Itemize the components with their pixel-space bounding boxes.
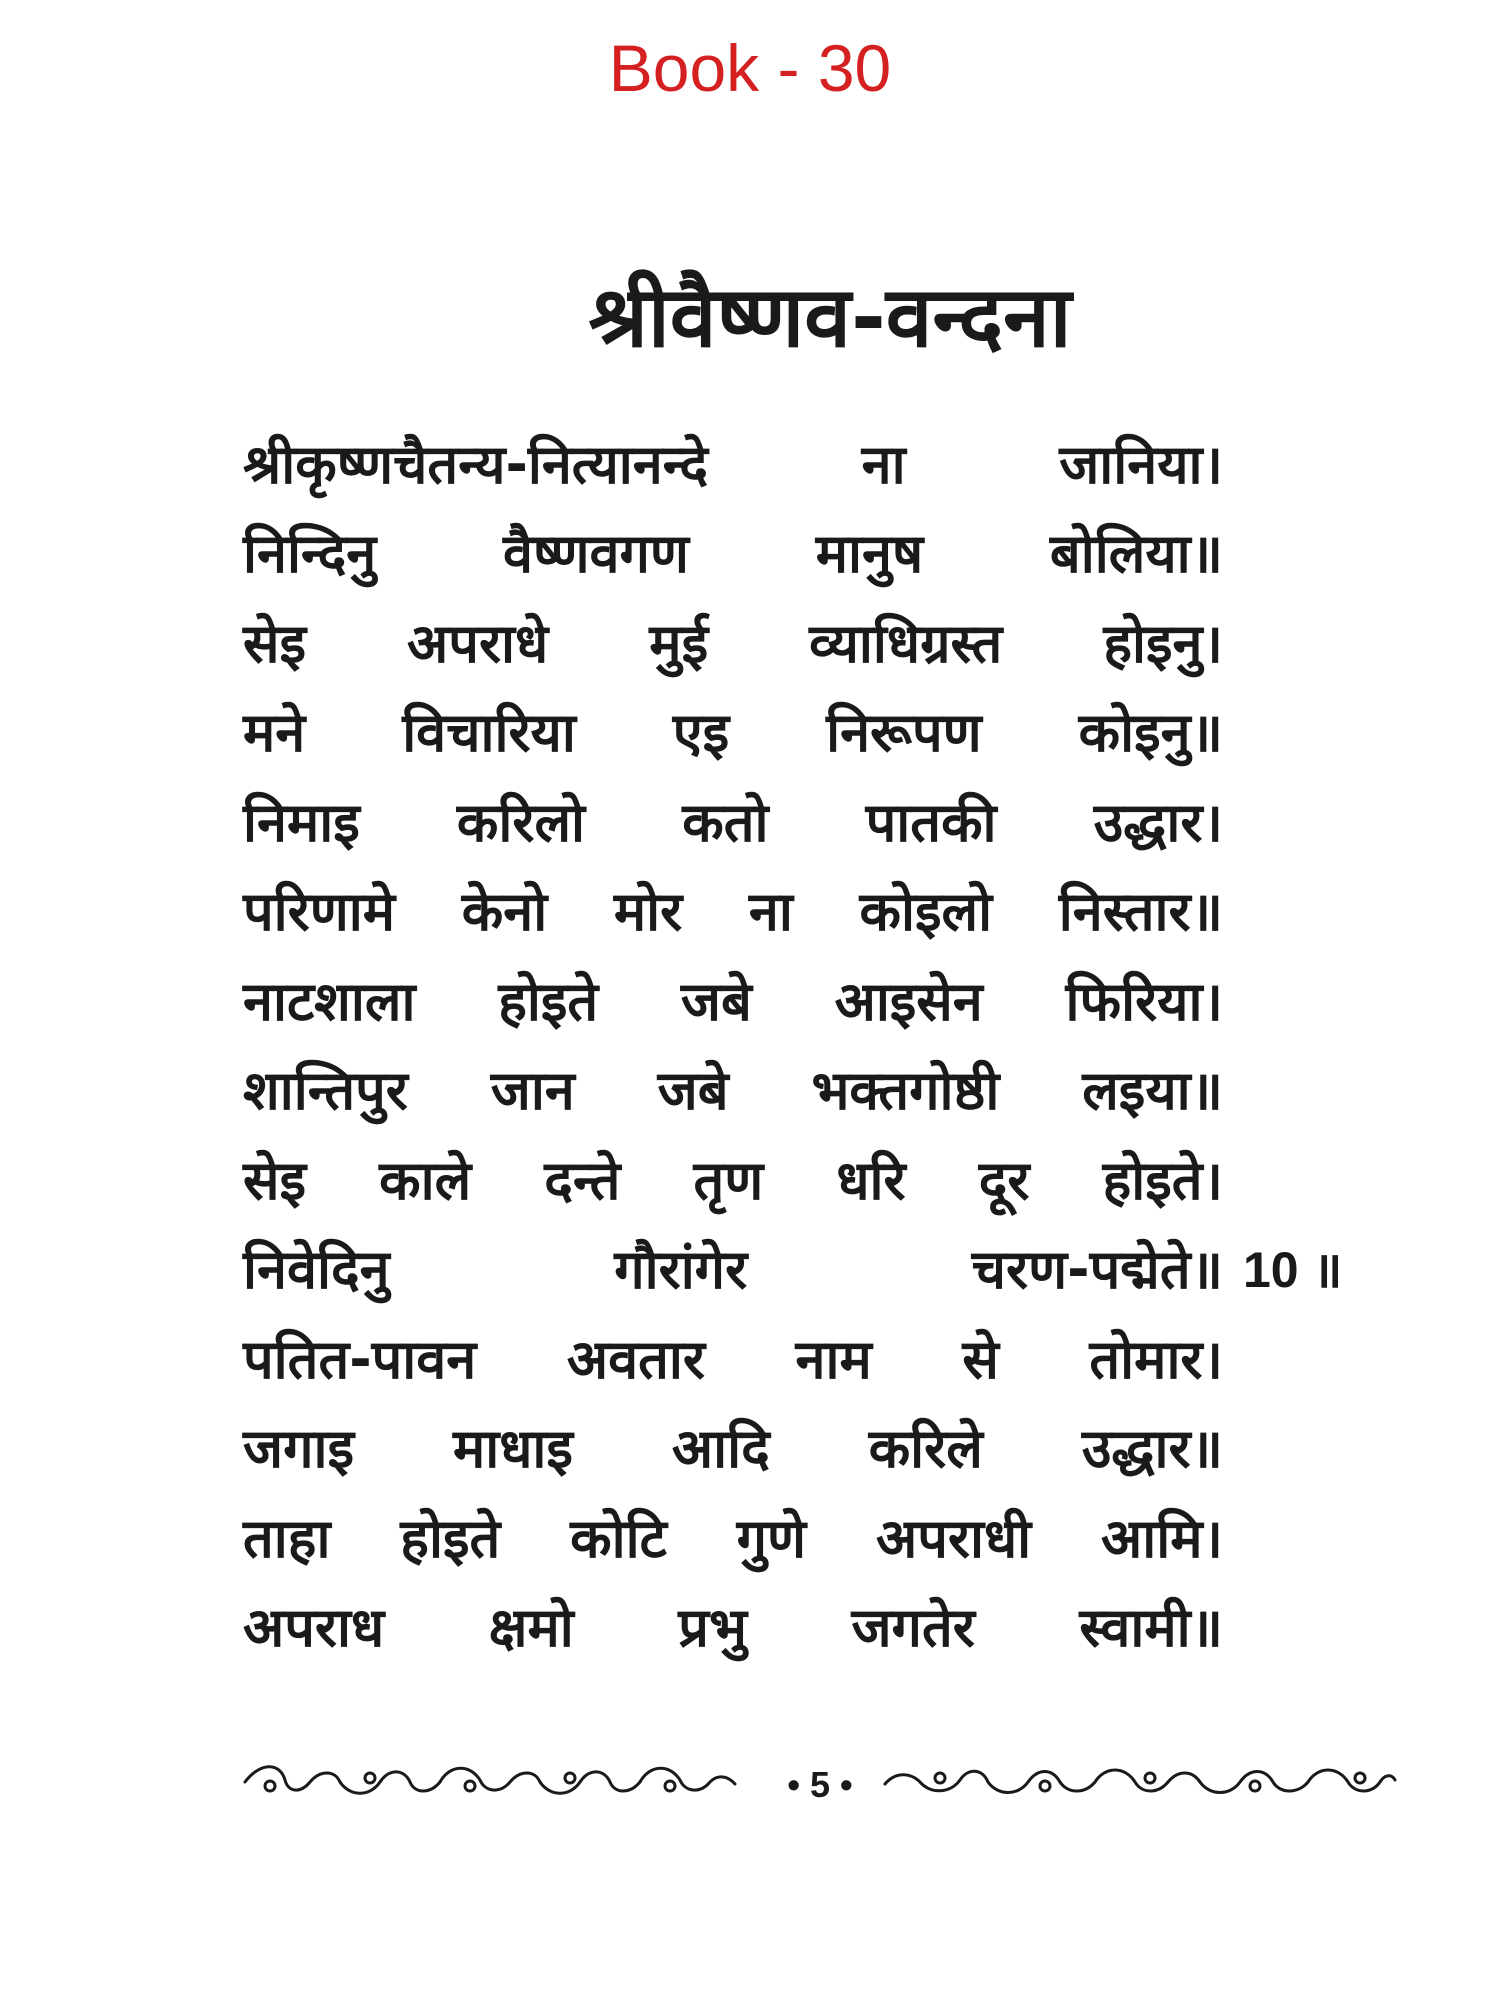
verse-word: से xyxy=(962,1327,999,1391)
verse-word: जबे xyxy=(680,969,752,1033)
verse-word: नाम xyxy=(795,1327,872,1391)
verse-word: श्रीकृष्णचैतन्य-नित्यानन्दे xyxy=(243,432,709,496)
verse-text xyxy=(243,1588,1223,1668)
verse-word: जानिया। xyxy=(1059,432,1223,496)
verse-word: जान xyxy=(490,1059,575,1123)
verse-word: निन्दिनु xyxy=(243,522,377,586)
verse-word: कतो xyxy=(682,790,769,854)
verse-word: दन्ते xyxy=(544,1148,621,1212)
verse-word: उद्धार॥ xyxy=(1081,1417,1223,1481)
verse-word: मानुष xyxy=(815,522,924,586)
verse-word: करिले xyxy=(868,1417,983,1481)
verse-line xyxy=(243,1047,1233,1137)
verse-word: ताहा xyxy=(243,1506,331,1570)
verse-word: जगतेर xyxy=(851,1596,975,1660)
page-title: श्रीवैष्णव-वन्दना xyxy=(588,268,1072,366)
verse-word: मुई xyxy=(649,611,709,675)
verse-word: चरण-पद्मेते॥ xyxy=(971,1238,1223,1302)
verse-word: जगाइ xyxy=(243,1417,354,1481)
verse-line xyxy=(243,420,1233,510)
verse-word: अपराधे xyxy=(407,611,549,675)
verse-text xyxy=(243,1320,1223,1400)
verse-word: अवतार xyxy=(566,1327,705,1391)
verse-line xyxy=(243,1226,1343,1316)
page-footer xyxy=(240,1752,1400,1822)
verse-word: कोइलो xyxy=(859,880,993,944)
verse-word: गौरांगेर xyxy=(614,1238,748,1302)
verse-word: सेइ xyxy=(243,1148,307,1212)
verse-text xyxy=(243,962,1223,1042)
verse-word: फिरिया। xyxy=(1065,969,1223,1033)
verse-line xyxy=(243,1315,1233,1405)
verse-word: ना xyxy=(748,880,793,944)
verse-line xyxy=(243,1584,1233,1674)
verse-word: परिणामे xyxy=(243,880,396,944)
verse-word: क्षमो xyxy=(488,1596,574,1660)
verse-word: काले xyxy=(379,1148,472,1212)
ornament-right xyxy=(880,1752,1400,1812)
verse-word: वैष्णवगण xyxy=(503,522,689,586)
verse-line xyxy=(243,510,1233,600)
verse-word: एइ xyxy=(672,701,730,765)
verse-word: होइते xyxy=(498,969,599,1033)
verse-word: निवेदिनु xyxy=(243,1238,390,1302)
verse-word: मने xyxy=(243,701,306,765)
verse-word: शान्तिपुर xyxy=(243,1059,408,1123)
verse-word: आमि। xyxy=(1101,1506,1223,1570)
verse-word: होइनु। xyxy=(1103,611,1223,675)
verse-word: तोमार। xyxy=(1089,1327,1223,1391)
verse-word: गुणे xyxy=(736,1506,807,1570)
verse-word: मोर xyxy=(613,880,683,944)
verse-word: सेइ xyxy=(243,611,307,675)
verse-line xyxy=(243,957,1233,1047)
verse-text xyxy=(243,1230,1223,1310)
verse-word: उद्धार। xyxy=(1093,790,1223,854)
verse-text xyxy=(243,1051,1223,1131)
verse-word: होइते xyxy=(400,1506,501,1570)
verse-text xyxy=(243,1409,1223,1489)
verse-line xyxy=(243,689,1233,779)
verse-line xyxy=(243,1136,1233,1226)
verse-word: विचारिया xyxy=(402,701,576,765)
verse-word: धरि xyxy=(836,1148,906,1212)
verse-word: प्रभु xyxy=(678,1596,747,1660)
verse-word: अपराध xyxy=(243,1596,385,1660)
verse-word: बोलिया॥ xyxy=(1049,522,1223,586)
verse-text xyxy=(243,872,1223,952)
verse-word: अपराधी xyxy=(875,1506,1032,1570)
verse-word: माधाइ xyxy=(452,1417,573,1481)
verse-word: लइया॥ xyxy=(1082,1059,1223,1123)
verse-word: जबे xyxy=(657,1059,729,1123)
verse-word: व्याधिग्रस्त xyxy=(809,611,1003,675)
verse-list xyxy=(243,420,1343,1673)
verse-word: निमाइ xyxy=(243,790,360,854)
verse-word: भक्तगोष्ठी xyxy=(811,1059,1000,1123)
verse-text xyxy=(243,604,1223,684)
verse-line xyxy=(243,1405,1233,1495)
verse-word: आदि xyxy=(671,1417,770,1481)
verse-text xyxy=(243,783,1223,863)
verse-word: केनो xyxy=(461,880,548,944)
verse-text xyxy=(243,693,1223,773)
verse-word: स्वामी॥ xyxy=(1079,1596,1223,1660)
verse-line xyxy=(243,778,1233,868)
verse-word: पतित-पावन xyxy=(243,1327,477,1391)
verse-line xyxy=(243,868,1233,958)
verse-word: निरूपण xyxy=(826,701,982,765)
verse-word: दूर xyxy=(978,1148,1030,1212)
verse-line xyxy=(243,599,1233,689)
verse-word: कोइनु॥ xyxy=(1078,701,1223,765)
page-number: • 5 • xyxy=(787,1764,853,1805)
verse-text xyxy=(243,1499,1223,1579)
book-label: Book - 30 xyxy=(608,31,892,105)
verse-word: पातकी xyxy=(865,790,997,854)
verse-text xyxy=(243,425,1223,505)
verse-word: होइते। xyxy=(1102,1148,1223,1212)
verse-line xyxy=(243,1494,1233,1584)
verse-word: नाटशाला xyxy=(243,969,416,1033)
verse-word: आइसेन xyxy=(834,969,983,1033)
verse-word: कोटि xyxy=(570,1506,667,1570)
verse-word: करिलो xyxy=(456,790,586,854)
verse-number: 10 ॥ xyxy=(1243,1241,1343,1298)
verse-word: निस्तार॥ xyxy=(1058,880,1223,944)
verse-word: तृण xyxy=(693,1148,764,1212)
verse-word: ना xyxy=(861,432,906,496)
verse-text xyxy=(243,514,1223,594)
verse-text xyxy=(243,1141,1223,1221)
